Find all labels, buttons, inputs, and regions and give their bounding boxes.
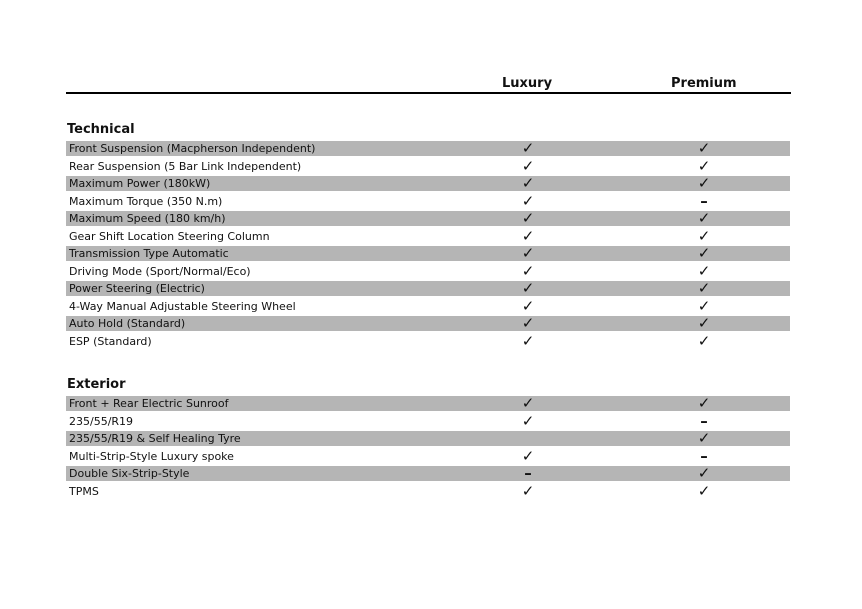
check-icon: ✓ xyxy=(697,209,711,227)
column-header-premium: Premium xyxy=(671,76,737,91)
check-icon: ✓ xyxy=(521,296,535,315)
table-row xyxy=(66,246,790,261)
table-row xyxy=(66,483,790,501)
exterior-rows xyxy=(66,395,790,500)
feature-label: Power Steering (Electric) xyxy=(69,282,205,295)
check-icon: ✓ xyxy=(521,244,535,262)
feature-label: Maximum Torque (350 N.m) xyxy=(69,194,223,208)
check-icon: ✓ xyxy=(521,226,535,245)
table-row xyxy=(66,281,790,296)
table-row xyxy=(66,141,790,156)
table-row xyxy=(66,466,790,481)
check-icon: ✓ xyxy=(697,481,711,500)
check-icon: ✓ xyxy=(697,296,711,315)
table-row xyxy=(66,413,790,431)
check-icon: ✓ xyxy=(697,429,711,447)
check-icon: ✓ xyxy=(697,331,711,350)
feature-label: Rear Suspension (5 Bar Link Independent) xyxy=(69,159,302,173)
feature-label: Driving Mode (Sport/Normal/Eco) xyxy=(69,264,251,278)
check-icon: ✓ xyxy=(697,156,711,175)
check-icon: ✓ xyxy=(521,209,535,227)
check-icon: ✓ xyxy=(697,279,711,297)
table-row xyxy=(66,431,790,446)
table-row xyxy=(66,333,790,351)
check-icon: ✓ xyxy=(521,139,535,157)
check-icon: ✓ xyxy=(521,314,535,332)
check-icon: ✓ xyxy=(521,481,535,500)
dash-icon: – xyxy=(700,446,708,465)
check-icon: ✓ xyxy=(521,331,535,350)
table-row xyxy=(66,316,790,331)
table-row xyxy=(66,448,790,466)
check-icon: ✓ xyxy=(697,394,711,412)
dash-icon: – xyxy=(700,191,708,210)
feature-label: Multi-Strip-Style Luxury spoke xyxy=(69,449,234,463)
check-icon: ✓ xyxy=(697,139,711,157)
technical-rows xyxy=(66,140,790,350)
column-header-luxury: Luxury xyxy=(502,76,553,91)
table-row xyxy=(66,176,790,191)
feature-label: 235/55/R19 & Self Healing Tyre xyxy=(69,432,241,445)
table-row xyxy=(66,263,790,281)
check-icon: ✓ xyxy=(697,464,711,482)
feature-label: 235/55/R19 xyxy=(69,414,134,428)
check-icon: ✓ xyxy=(521,174,535,192)
feature-label: Auto Hold (Standard) xyxy=(69,317,186,330)
table-row xyxy=(66,211,790,226)
dash-icon: – xyxy=(700,411,708,430)
check-icon: ✓ xyxy=(697,314,711,332)
feature-label: TPMS xyxy=(69,484,99,498)
check-icon: ✓ xyxy=(521,411,535,430)
feature-label: Maximum Speed (180 km/h) xyxy=(69,212,226,225)
feature-label: Front Suspension (Macpherson Independent) xyxy=(69,142,316,155)
table-row xyxy=(66,298,790,316)
table-row xyxy=(66,193,790,211)
table-row xyxy=(66,396,790,411)
check-icon: ✓ xyxy=(697,244,711,262)
section-title-technical: Technical xyxy=(67,122,135,137)
header-rule xyxy=(66,92,791,94)
feature-label: Gear Shift Location Steering Column xyxy=(69,229,270,243)
feature-label: 4-Way Manual Adjustable Steering Wheel xyxy=(69,299,296,313)
check-icon: ✓ xyxy=(697,174,711,192)
feature-label: Transmission Type Automatic xyxy=(69,247,229,260)
check-icon: ✓ xyxy=(521,156,535,175)
check-icon: ✓ xyxy=(697,226,711,245)
check-icon: ✓ xyxy=(521,279,535,297)
feature-label: Front + Rear Electric Sunroof xyxy=(69,397,229,410)
feature-label: Double Six-Strip-Style xyxy=(69,467,190,480)
table-row xyxy=(66,228,790,246)
feature-label: ESP (Standard) xyxy=(69,334,152,348)
table-row xyxy=(66,158,790,176)
dash-icon: – xyxy=(524,464,532,482)
check-icon: ✓ xyxy=(521,191,535,210)
check-icon: ✓ xyxy=(521,261,535,280)
feature-label: Maximum Power (180kW) xyxy=(69,177,211,190)
check-icon: ✓ xyxy=(521,446,535,465)
section-title-exterior: Exterior xyxy=(67,377,126,392)
check-icon: ✓ xyxy=(521,394,535,412)
check-icon: ✓ xyxy=(697,261,711,280)
